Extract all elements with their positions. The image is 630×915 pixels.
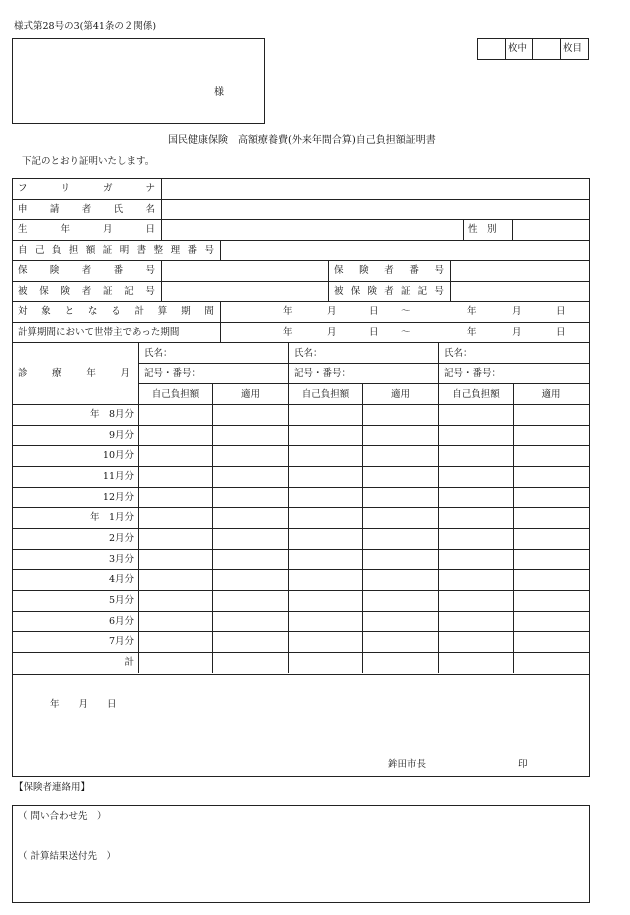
month-label: 6月分: [108, 616, 134, 627]
addressee-box: [12, 38, 265, 124]
month-label: 9月分: [108, 430, 134, 441]
month-label: 2月分: [108, 533, 134, 544]
sheet-index-suffix: 枚目: [563, 43, 583, 54]
treatment-month-label: 診 療 年 月: [18, 368, 130, 379]
person-3-card-label: 記号・番号：: [444, 368, 502, 379]
certification-date: 年 月 日: [50, 699, 117, 710]
person-1-name-label: 氏名：: [144, 348, 173, 359]
gender-label: 性 別: [468, 224, 497, 235]
period-end-month: 月: [512, 306, 522, 317]
person-2-name-label: 氏名：: [294, 348, 323, 359]
head-start-year: 年: [283, 327, 293, 338]
cert-number-label: 自 己 負 担 額 証 明 書 整 理 番 号: [18, 245, 214, 256]
month-label: 年 8月分: [89, 409, 134, 420]
period-tilde: ～: [401, 306, 411, 317]
head-start-day: 日: [369, 327, 379, 338]
furigana-label: フ リ ガ ナ: [18, 183, 155, 194]
person-3-name-label: 氏名：: [444, 348, 473, 359]
person-1-self-pay-header: 自己負担額: [151, 389, 200, 400]
intro-text: 下記のとおり証明いたします。: [22, 156, 155, 167]
certification-block: [12, 673, 590, 777]
person-3-applied-header: 適用: [541, 389, 561, 400]
month-label: 5月分: [108, 595, 134, 606]
head-end-year: 年: [467, 327, 477, 338]
head-start-month: 月: [327, 327, 337, 338]
document-title: 国民健康保険 高額療養費(外来年間合算)自己負担額証明書: [168, 135, 436, 146]
month-label: 3月分: [108, 554, 134, 565]
contact-heading: 【保険者連絡用】: [14, 782, 91, 793]
person-2-self-pay-header: 自己負担額: [301, 389, 350, 400]
month-label: 10月分: [102, 450, 134, 461]
applicant-label: 申 請 者 氏 名: [18, 204, 155, 215]
inquiry-label: （ 問い合わせ先 ）: [18, 811, 107, 822]
form-id: 様式第28号の3(第41条の２関係): [14, 21, 157, 32]
sheet-total-suffix: 枚中: [508, 43, 528, 54]
person-2-card-label: 記号・番号：: [294, 368, 352, 379]
month-label: 11月分: [102, 471, 134, 482]
person-3-self-pay-header: 自己負担額: [452, 389, 500, 400]
insurer-number-label-right: 保 険 者 番 号: [334, 265, 444, 276]
person-1-applied-header: 適用: [240, 389, 260, 400]
insured-card-label-right: 被 保 険 者 証 記 号: [334, 286, 444, 297]
period-start-year: 年: [283, 306, 293, 317]
month-label: 年 1月分: [89, 512, 134, 523]
month-label: 12月分: [102, 492, 134, 503]
person-2-applied-header: 適用: [390, 389, 410, 400]
period-end-year: 年: [467, 306, 477, 317]
addressee-suffix: 様: [214, 87, 224, 98]
destination-label: （ 計算結果送付先 ）: [18, 851, 117, 862]
head-period-label: 計算期間において世帯主であった期間: [18, 327, 180, 338]
insurer-number-label: 保 険 者 番 号: [18, 265, 155, 276]
period-start-day: 日: [369, 306, 379, 317]
period-start-month: 月: [327, 306, 337, 317]
head-end-day: 日: [556, 327, 566, 338]
target-period-label: 対 象 と な る 計 算 期 間: [18, 306, 214, 317]
total-label: 計: [124, 657, 134, 668]
mayor-name: 鉾田市長: [388, 759, 427, 770]
month-label: 7月分: [108, 636, 134, 647]
seal-mark: 印: [518, 759, 528, 770]
head-end-month: 月: [512, 327, 522, 338]
person-1-card-label: 記号・番号：: [144, 368, 202, 379]
head-tilde: ～: [401, 327, 411, 338]
month-label: 4月分: [108, 574, 134, 585]
insured-card-label: 被 保 険 者 証 記 号: [18, 286, 155, 297]
birth-label: 生 年 月 日: [18, 224, 155, 235]
period-end-day: 日: [556, 306, 566, 317]
